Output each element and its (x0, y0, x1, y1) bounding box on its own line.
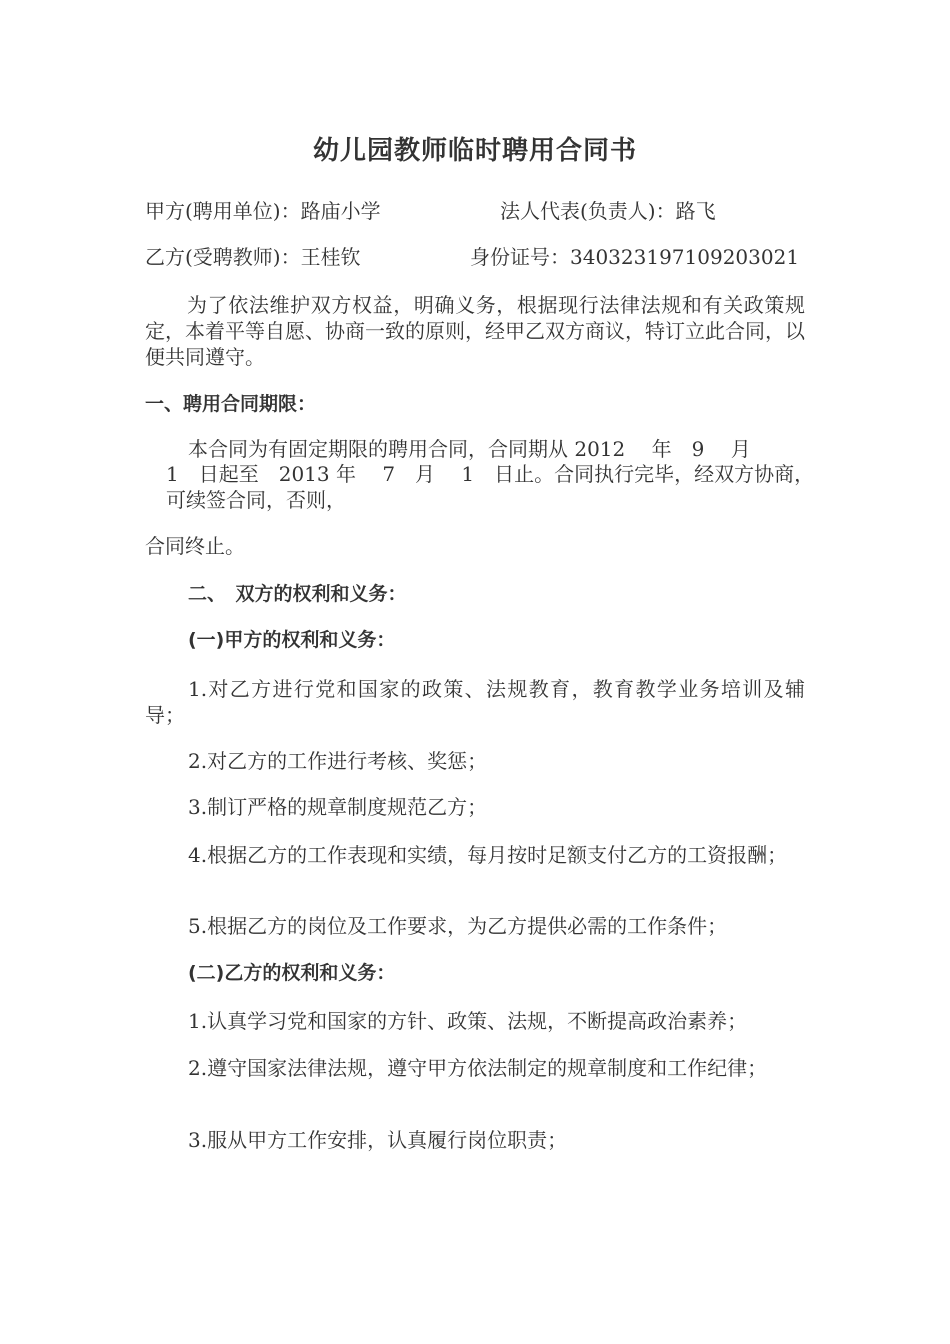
page-title: 幼儿园教师临时聘用合同书 (312, 136, 637, 166)
sub-a-heading: (一)甲方的权利和义务： (188, 629, 396, 651)
legal-representative: 法人代表(负责人)：路飞 (500, 199, 716, 223)
id-number: 身份证号：340323197109203021 (470, 245, 800, 269)
a-item-5: 5.根据乙方的岗位及工作要求，为乙方提供必需的工作条件； (188, 914, 728, 938)
section-1-line-4: 合同终止。 (145, 534, 245, 558)
b-item-3: 3.服从甲方工作安排，认真履行岗位职责； (188, 1128, 568, 1152)
section-1-line-1: 本合同为有固定期限的聘用合同，合同期从 2012 年 9 月 (188, 437, 751, 461)
party-b: 乙方(受聘教师)：王桂钦 (145, 245, 361, 269)
b-item-1: 1.认真学习党和国家的方针、政策、法规，不断提高政治素养； (188, 1009, 748, 1033)
a-item-4: 4.根据乙方的工作表现和实绩，每月按时足额支付乙方的工资报酬； (188, 843, 788, 867)
a-item-3: 3.制订严格的规章制度规范乙方； (188, 795, 488, 819)
b-item-2: 2.遵守国家法律法规，遵守甲方依法制定的规章制度和工作纪律； (188, 1056, 768, 1080)
sub-b-heading: (二)乙方的权利和义务： (188, 962, 396, 984)
section-2-heading: 二、 双方的权利和义务： (188, 583, 407, 605)
section-1-heading: 一、聘用合同期限： (145, 393, 317, 415)
a-item-2: 2.对乙方的工作进行考核、奖惩； (188, 749, 488, 773)
section-1-line-2: 1 日起至 2013 年 7 月 1 日止。合同执行完毕，经双方协商， (166, 462, 815, 486)
a-item-1: 1.对乙方进行党和国家的政策、法规教育，教育教学业务培训及辅导； (145, 677, 805, 727)
party-a: 甲方(聘用单位)：路庙小学 (145, 199, 381, 223)
section-1-line-3: 可续签合同，否则， (166, 488, 346, 512)
preamble-paragraph: 为了依法维护双方权益，明确义务，根据现行法律法规和有关政策规定，本着平等自愿、协商一致的原则，经甲乙双方商议，特订立此合同，以便共同遵守。 (145, 293, 805, 369)
